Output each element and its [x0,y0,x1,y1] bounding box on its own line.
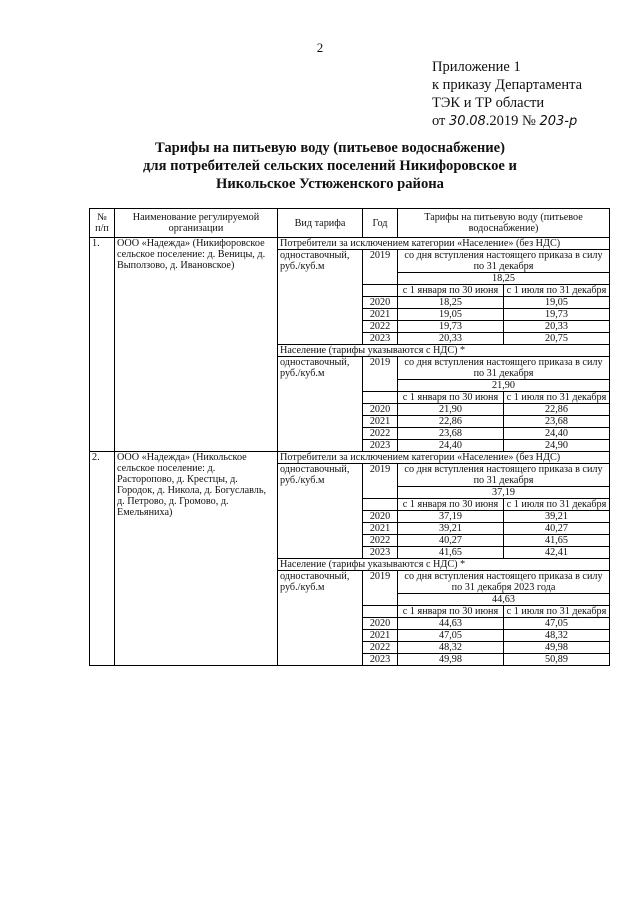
empty-year-cell [363,285,398,297]
tariff-first-half: 20,33 [398,333,504,345]
first-year: 2019 [363,250,398,285]
half-year-1-label: с 1 января по 30 июня [398,392,504,404]
tariff-first-half: 37,19 [398,511,504,523]
appendix-line-2: к приказу Департамента [432,77,583,93]
organization-name: ООО «Надежда» (Никифоровское сельское поселение: д. Веницы, д. Выползово, д. Ивановское) [115,238,278,452]
tariff-first-half: 23,68 [398,428,504,440]
page-number: 2 [316,40,324,55]
year-cell: 2022 [363,428,398,440]
year-cell: 2022 [363,321,398,333]
row-number: 2. [90,452,115,666]
first-value: 21,90 [398,380,610,392]
category-row [90,452,610,464]
year-cell: 2020 [363,404,398,416]
date-separator: . [465,113,470,129]
first-year: 2019 [363,357,398,392]
half-year-1-label: с 1 января по 30 июня [398,606,504,618]
tariff-second-half: 24,90 [504,440,610,452]
tariff-table [89,208,610,666]
document-title [80,139,580,193]
year-cell: 2020 [363,511,398,523]
tariff-second-half: 20,33 [504,321,610,333]
tariff-first-half: 41,65 [398,547,504,559]
tariff-first-half: 49,98 [398,654,504,666]
tariff-second-half: 19,05 [504,297,610,309]
year-cell: 2022 [363,642,398,654]
rate-type: одноставочный, руб./куб.м [278,250,363,345]
header-year: Год [363,209,398,238]
tariff-second-half: 41,65 [504,535,610,547]
appendix-block [432,58,582,131]
consumer-category: Население (тарифы указываются с НДС) * [278,345,610,357]
half-year-2-label: с 1 июля по 31 декабря [504,392,610,404]
year-cell: 2023 [363,654,398,666]
tariff-second-half: 40,27 [504,523,610,535]
half-year-1-label: с 1 января по 30 июня [398,285,504,297]
date-day: 30 [449,114,466,129]
order-number: 203-р [539,114,578,129]
table-header-row [90,209,610,238]
tariff-second-half: 22,86 [504,404,610,416]
tariff-first-half: 18,25 [398,297,504,309]
header-num: № п/п [90,209,115,238]
year-cell: 2023 [363,440,398,452]
rate-type: одноставочный, руб./куб.м [278,357,363,452]
year-cell: 2021 [363,630,398,642]
tariff-first-half: 39,21 [398,523,504,535]
first-period: со дня вступления настоящего приказа в силу по 31 декабря [398,357,610,380]
tariff-first-half: 40,27 [398,535,504,547]
first-year: 2019 [363,571,398,606]
tariff-first-half: 24,40 [398,440,504,452]
first-value: 44,63 [398,594,610,606]
date-month: 08 [469,114,486,129]
tariff-second-half: 48,32 [504,630,610,642]
year-cell: 2023 [363,547,398,559]
year-cell: 2023 [363,333,398,345]
tariff-second-half: 20,75 [504,333,610,345]
tariff-first-half: 44,63 [398,618,504,630]
consumer-category: Потребители за исключением категории «Население» (без НДС) [278,238,610,250]
tariff-second-half: 47,05 [504,618,610,630]
tariff-first-half: 19,05 [398,309,504,321]
year-cell: 2020 [363,297,398,309]
table-body [90,238,610,666]
half-year-2-label: с 1 июля по 31 декабря [504,285,610,297]
tariff-second-half: 19,73 [504,309,610,321]
first-value: 18,25 [398,273,610,285]
first-period: со дня вступления настоящего приказа в силу по 31 декабря 2023 года [398,571,610,594]
rate-type: одноставочный, руб./куб.м [278,571,363,666]
tariff-second-half: 39,21 [504,511,610,523]
first-period: со дня вступления настоящего приказа в силу по 31 декабря [398,464,610,487]
year-cell: 2020 [363,618,398,630]
header-type: Вид тарифа [278,209,363,238]
consumer-category: Потребители за исключением категории «Население» (без НДС) [278,452,610,464]
tariff-second-half: 23,68 [504,416,610,428]
appendix-line-3: ТЭК и ТР области [432,95,545,111]
tariff-second-half: 24,40 [504,428,610,440]
first-year: 2019 [363,464,398,499]
category-row [90,238,610,250]
date-prefix: от [432,113,446,129]
organization-name: ООО «Надежда» (Никольское сельское поселение: д. Расторопово, д. Крестцы, д. Городок, д. Никола, д. Богуславль, д. Петрово, д. Громово, д. Емельяниха) [115,452,278,666]
year-cell: 2021 [363,416,398,428]
year-cell: 2022 [363,535,398,547]
empty-year-cell [363,606,398,618]
consumer-category: Население (тарифы указываются с НДС) * [278,559,610,571]
tariff-second-half: 42,41 [504,547,610,559]
half-year-2-label: с 1 июля по 31 декабря [504,499,610,511]
title-line-1: Тарифы на питьевую воду (питьевое водоснабжение) [154,140,506,156]
tariff-first-half: 21,90 [398,404,504,416]
title-line-2: для потребителей сельских поселений Никифоровское и [143,158,517,174]
empty-year-cell [363,392,398,404]
header-tariff: Тарифы на питьевую воду (питьевое водоснабжение) [398,209,610,238]
half-year-2-label: с 1 июля по 31 декабря [504,606,610,618]
first-value: 37,19 [398,487,610,499]
date-year: .2019 № [485,113,536,129]
tariff-first-half: 19,73 [398,321,504,333]
appendix-line-1: Приложение 1 [432,59,521,75]
appendix-date-line [432,112,582,131]
year-cell: 2021 [363,523,398,535]
tariff-first-half: 47,05 [398,630,504,642]
header-org: Наименование регулируемой организации [115,209,278,238]
first-period: со дня вступления настоящего приказа в силу по 31 декабря [398,250,610,273]
half-year-1-label: с 1 января по 30 июня [398,499,504,511]
title-line-3: Никольское Устюженского района [216,176,444,192]
year-cell: 2021 [363,309,398,321]
tariff-first-half: 22,86 [398,416,504,428]
empty-year-cell [363,499,398,511]
tariff-second-half: 49,98 [504,642,610,654]
rate-type: одноставочный, руб./куб.м [278,464,363,559]
row-number: 1. [90,238,115,452]
tariff-first-half: 48,32 [398,642,504,654]
tariff-second-half: 50,89 [504,654,610,666]
